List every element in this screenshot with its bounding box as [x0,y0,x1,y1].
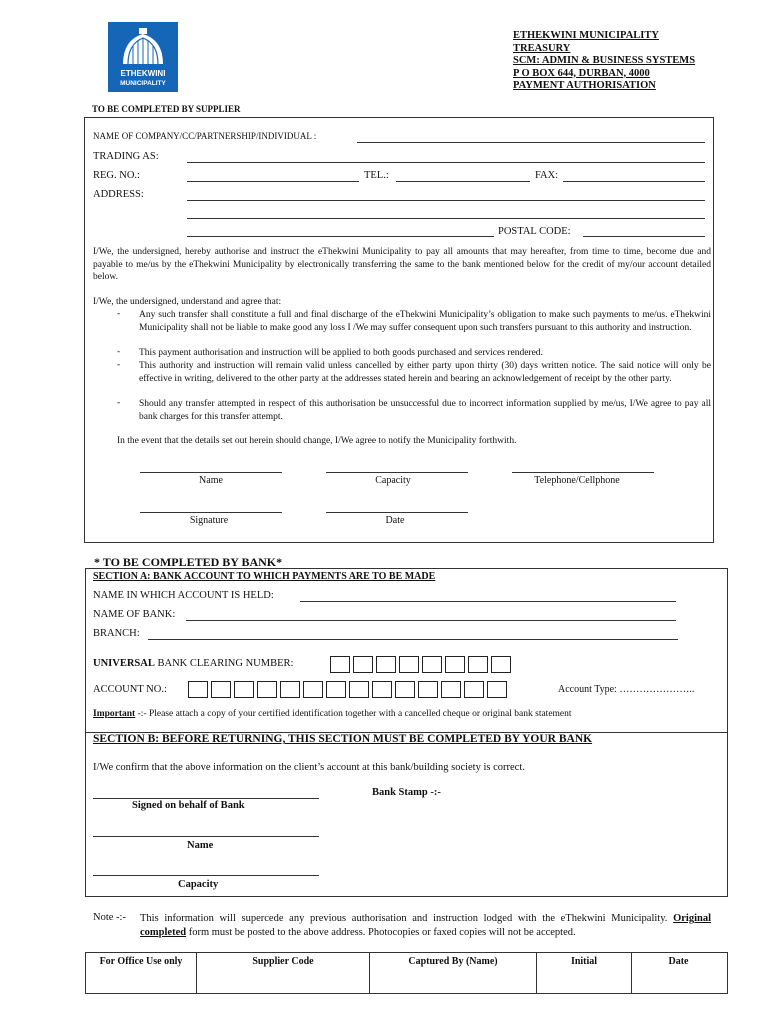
digit-box[interactable] [188,681,208,698]
office-col-header: Supplier Code [197,953,370,993]
note-prefix: Note -:- [93,912,126,923]
confirm-text: I/We confirm that the above information on the client’s account at this bank/building society is correct. [93,762,525,773]
telephone-sig-label: Telephone/Cellphone [534,475,620,486]
signed-on-behalf-label: Signed on behalf of Bank [132,800,245,811]
office-col-header: Date [668,956,689,967]
header-line: P O BOX 644, DURBAN, 4000 [513,67,650,79]
header-line: SCM: ADMIN & BUSINESS SYSTEMS [513,55,696,66]
address-field-2[interactable] [187,218,705,219]
header-line: TREASURY [513,42,571,54]
header-line: PAYMENT AUTHORISATION [513,80,656,91]
header-line: ETHEKWINI MUNICIPALITY [513,30,659,41]
dome-icon [108,22,178,92]
office-use-table [85,952,728,994]
important-text: -:- Please attach a copy of your certified identification together with a cancelled cheque or original bank statement [135,709,572,719]
digit-box[interactable] [330,656,350,673]
digit-box[interactable] [303,681,323,698]
fax-label: FAX: [535,170,559,181]
section-a-title: SECTION A: BANK ACCOUNT TO WHICH PAYMENTS ARE TO BE MADE [93,571,436,582]
digit-box[interactable] [422,656,442,673]
digit-box[interactable] [395,681,415,698]
digit-box[interactable] [464,681,484,698]
capacity-signature-line[interactable] [326,472,468,473]
authorisation-paragraph: I/We, the undersigned, hereby authorise and instruct the eThekwini Municipality to pay all amounts that may hereafter, from time to time, become due and payable to me/us by the eThekwini Municipality by electronically transferring the same to the bank mentioned below for the credit of my/our account detailed below. [93,247,711,283]
capacity-sig-label: Capacity [375,475,411,486]
company-name-label: NAME OF COMPANY/CC/PARTNERSHIP/INDIVIDUAL : [93,131,317,141]
note-text-1: This information will supercede any previous authorisation and instruction lodged with the eThekwini Municipality. [140,913,668,924]
office-col-header: Initial [537,953,632,993]
account-held-field[interactable] [300,601,676,602]
bank-name-field[interactable] [186,620,676,621]
digit-box[interactable] [349,681,369,698]
bank-name-sig-label: Name [187,840,214,851]
address-field-3[interactable] [187,236,494,237]
account-number-boxes[interactable] [188,681,507,698]
digit-box[interactable] [418,681,438,698]
fax-field[interactable] [563,181,705,182]
address-field-1[interactable] [187,200,705,201]
bullet-item: This authority and instruction will remain valid unless cancelled by either party upon thirty (30) days written notice. The said notice will only be effective in writing, delivered to the other party at the addresses stated herein and bearing an acknowledgement of receipt by the other party. [139,361,711,384]
digit-box[interactable] [491,656,511,673]
header-address [513,30,695,93]
digit-box[interactable] [234,681,254,698]
date-sig-label: Date [385,515,405,526]
logo-text-1: ETHEKWINI [120,69,166,78]
bank-section-title: * TO BE COMPLETED BY BANK* [94,555,283,569]
bank-name-signature-line[interactable] [93,836,319,837]
notify-paragraph: In the event that the details set out herein should change, I/We agree to notify the Municipality forthwith. [117,436,517,446]
digit-box[interactable] [441,681,461,698]
account-no-label: ACCOUNT NO.: [93,684,167,695]
digit-box[interactable] [280,681,300,698]
digit-box[interactable] [326,681,346,698]
telephone-signature-line[interactable] [512,472,654,473]
reg-no-field[interactable] [187,181,359,182]
digit-box[interactable] [257,681,277,698]
digit-box[interactable] [211,681,231,698]
signature-sig-label: Signature [189,515,229,526]
branch-label: BRANCH: [93,628,140,639]
tel-field[interactable] [396,181,530,182]
digit-box[interactable] [445,656,465,673]
digit-box[interactable] [372,681,392,698]
bank-stamp-label: Bank Stamp -:- [372,787,441,798]
clearing-number-label [93,658,293,669]
bullet-item: This payment authorisation and instruction will be applied to both goods purchased and services rendered. [139,348,543,358]
postal-code-field[interactable] [583,236,705,237]
trading-as-field[interactable] [187,162,705,163]
branch-field[interactable] [148,639,678,640]
section-b-title: SECTION B: BEFORE RETURNING, THIS SECTION MUST BE COMPLETED BY YOUR BANK [93,733,593,745]
digit-box[interactable] [468,656,488,673]
important-note [93,709,572,719]
bank-capacity-line[interactable] [93,875,319,876]
bank-signature-line[interactable] [93,798,319,799]
bank-name-label: NAME OF BANK: [93,609,176,620]
name-signature-line[interactable] [140,472,282,473]
clearing-number-boxes[interactable] [330,656,511,673]
name-sig-label: Name [199,475,223,486]
bullet-item: Any such transfer shall constitute a full and final discharge of the eThekwini Municipality’s obligation to make such payments to me/us. eThekwini Municipality shall not be liable to make good any loss I /We may suffer consequent upon such transfers pursuant to this authority and instruction. [139,310,711,333]
trading-as-label: TRADING AS: [93,151,159,162]
note-text [140,912,711,939]
bank-section-b [85,732,728,897]
note-text-2: form must be posted to the above address. Photocopies or faxed copies will not be accepted. [188,926,576,938]
tel-label: TEL.: [364,170,389,181]
account-type-field[interactable]: Account Type: ………………….. [558,684,695,695]
digit-box[interactable] [487,681,507,698]
company-name-field[interactable] [357,142,705,143]
digit-box[interactable] [353,656,373,673]
digit-box[interactable] [399,656,419,673]
universal-bold: UNIVERSAL [93,658,155,669]
important-bold: Important [93,709,136,719]
ethekwini-logo [108,22,178,92]
supplier-section-title: TO BE COMPLETED BY SUPPLIER [92,104,241,114]
clearing-text: BANK CLEARING NUMBER: [154,658,294,669]
logo-text-2: MUNICIPALITY [120,80,166,87]
address-label: ADDRESS: [93,189,144,200]
reg-no-label: REG. NO.: [93,170,140,181]
postal-code-label: POSTAL CODE: [498,226,571,237]
office-col-header: Captured By (Name) [370,953,537,993]
original-completed: Original completed [140,913,711,938]
digit-box[interactable] [376,656,396,673]
account-held-label: NAME IN WHICH ACCOUNT IS HELD: [93,590,274,601]
signature-line[interactable] [140,512,282,513]
office-col-header: For Office Use only [86,953,197,993]
understand-paragraph: I/We, the undersigned, understand and agree that: [93,297,282,307]
date-signature-line[interactable] [326,512,468,513]
bank-capacity-label: Capacity [178,879,219,890]
bullet-item: Should any transfer attempted in respect of this authorisation be unsuccessful due to incorrect information supplied by me/us, I/We agree to pay all bank charges for this transfer attempt. [139,399,711,422]
